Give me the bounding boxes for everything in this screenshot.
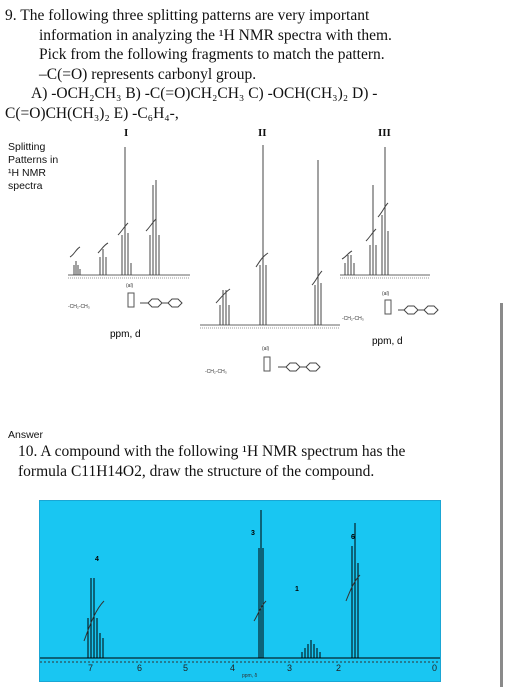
axis-label-ppm: ppm, δ: [242, 673, 258, 679]
svg-text:(al): (al): [126, 283, 134, 289]
side-label-line-4: spectra: [8, 180, 43, 192]
ppm-label-iii: ppm, d: [372, 336, 403, 347]
splitting-pattern-spectra: [60, 135, 460, 405]
integration-3: 3: [251, 530, 255, 537]
axis-tick-0: 0: [432, 663, 438, 673]
side-label-line-2: Patterns in: [8, 154, 59, 166]
question-10-text: [18, 442, 488, 481]
q9-line-4: –C(=O) represents carbonyl group.: [39, 65, 257, 83]
q9-line-1: 9. The following three splitting patterns are very important: [5, 7, 370, 24]
nmr-spectrum-q10: [39, 500, 441, 682]
axis-tick-2: 2: [336, 663, 342, 673]
axis-tick-6: 6: [137, 663, 143, 673]
svg-text:-CH₂-CH₃: -CH₂-CH₃: [342, 316, 364, 322]
svg-text:(al): (al): [262, 346, 270, 352]
integration-6: 6: [351, 534, 355, 541]
q9-line-6: C(=O)CH(CH₃)₂ E) -C₆H₄-,: [5, 104, 179, 122]
pattern-label-ii: II: [258, 127, 267, 139]
integration-4: 4: [95, 556, 99, 563]
spectrum-peaks: [84, 510, 360, 658]
pattern-label-iii: III: [378, 127, 391, 139]
q10-line-1: 10. A compound with the following ¹H NMR spectrum has the: [18, 443, 406, 460]
side-label-line-3: ¹H NMR: [8, 167, 46, 179]
q9-line-5: A) -OCH₂CH₃ B) -C(=O)CH₂CH₃ C) -OCH(CH₃)₂ D) -: [31, 85, 378, 102]
axis-tick-5: 5: [183, 663, 189, 673]
svg-text:-CH₂-CH₃: -CH₂-CH₃: [68, 304, 90, 310]
axis-tick-3: 3: [287, 663, 293, 673]
spectrum-iii: [340, 147, 438, 322]
svg-text:(al): (al): [382, 291, 390, 297]
spectrum-i: [68, 147, 190, 310]
q9-line-3: Pick from the following fragments to match the pattern.: [39, 46, 385, 63]
side-label-line-1: Splitting: [8, 141, 46, 153]
answer-label: Answer: [8, 429, 44, 441]
spectrum-ii: [200, 145, 340, 375]
q9-line-2: information in analyzing the ¹H NMR spectra with them.: [39, 26, 392, 44]
question-9-text: [5, 6, 505, 123]
integration-1: 1: [295, 586, 299, 593]
pattern-label-i: I: [124, 127, 129, 139]
axis-tick-7: 7: [88, 663, 94, 673]
svg-text:-CH₂-CH₃: -CH₂-CH₃: [205, 369, 227, 375]
scroll-divider: [500, 303, 503, 687]
ppm-label-i: ppm, d: [110, 329, 141, 340]
axis-tick-4: 4: [230, 663, 236, 673]
q10-line-2: formula C11H14O2, draw the structure of the compound.: [18, 462, 375, 480]
